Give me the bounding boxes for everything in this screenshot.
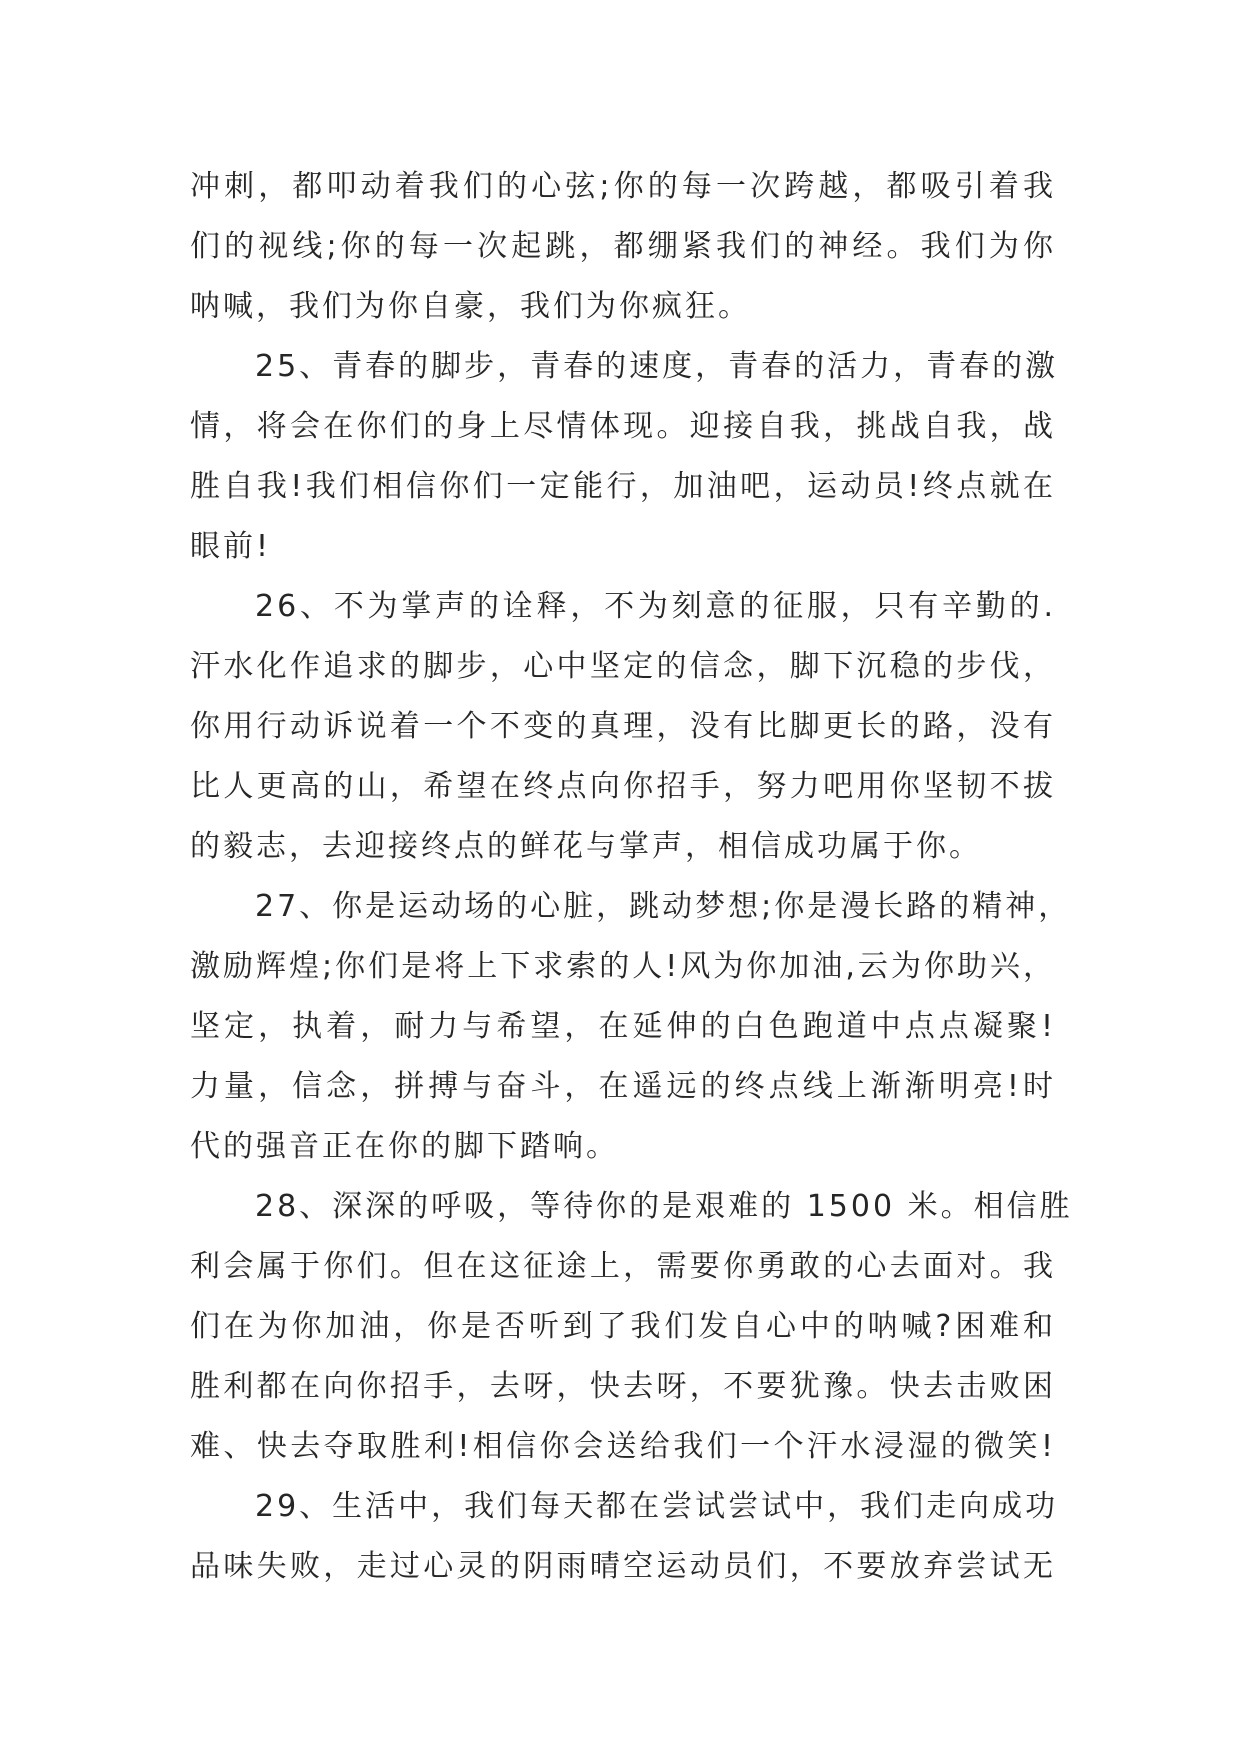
text-line: 汗水化作追求的脚步，心中坚定的信念，脚下沉稳的步伐， [190, 649, 1056, 684]
text-line: 胜自我!我们相信你们一定能行，加油吧，运动员!终点就在 [190, 469, 1056, 504]
text-line: 的毅志，去迎接终点的鲜花与掌声，相信成功属于你。 [190, 829, 982, 864]
text-line: 29、生活中，我们每天都在尝试尝试中，我们走向成功 [255, 1489, 1059, 1524]
text-line: 力量，信念，拼搏与奋斗，在遥远的终点线上渐渐明亮!时 [190, 1069, 1056, 1104]
text-line: 们在为你加油，你是否听到了我们发自心中的呐喊?困难和 [190, 1309, 1056, 1344]
text-line: 情，将会在你们的身上尽情体现。迎接自我，挑战自我，战 [190, 409, 1056, 444]
text-line: 坚定，执着，耐力与希望，在延伸的白色跑道中点点凝聚! [190, 1009, 1056, 1044]
text-line: 眼前! [190, 529, 272, 564]
text-line: 难、快去夺取胜利!相信你会送给我们一个汗水浸湿的微笑! [190, 1429, 1056, 1464]
text-line: 利会属于你们。但在这征途上，需要你勇敢的心去面对。我 [190, 1249, 1056, 1284]
text-line: 25、青春的脚步，青春的速度，青春的活力，青春的激 [255, 349, 1059, 384]
document-body [190, 157, 1073, 1597]
text-line: 呐喊，我们为你自豪，我们为你疯狂。 [190, 289, 751, 324]
text-line: 品味失败，走过心灵的阴雨晴空运动员们，不要放弃尝试无 [190, 1549, 1056, 1584]
text-line: 你用行动诉说着一个不变的真理，没有比脚更长的路，没有 [190, 709, 1056, 744]
text-line: 们的视线;你的每一次起跳，都绷紧我们的神经。我们为你 [190, 229, 1056, 264]
text-line: 冲刺，都叩动着我们的心弦;你的每一次跨越，都吸引着我 [190, 169, 1056, 204]
text-line: 26、不为掌声的诠释，不为刻意的征服，只有辛勤的. [255, 589, 1056, 624]
text-line: 胜利都在向你招手，去呀，快去呀，不要犹豫。快去击败困 [190, 1369, 1056, 1404]
text-line: 代的强音正在你的脚下踏响。 [190, 1129, 619, 1164]
text-line: 28、深深的呼吸，等待你的是艰难的 1500 米。相信胜 [255, 1189, 1073, 1224]
text-line: 比人更高的山，希望在终点向你招手，努力吧用你坚韧不拔 [190, 769, 1056, 804]
text-line: 27、你是运动场的心脏，跳动梦想;你是漫长路的精神， [255, 889, 1072, 924]
text-line: 激励辉煌;你们是将上下求索的人!风为你加油,云为你助兴， [190, 949, 1056, 984]
